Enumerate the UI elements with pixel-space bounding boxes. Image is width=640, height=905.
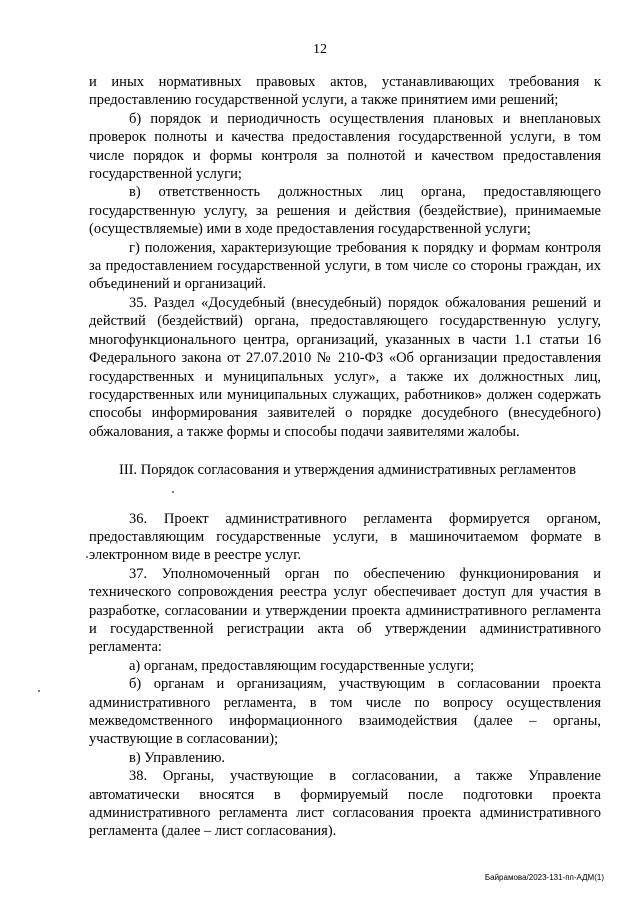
list-item: а) органам, предоставляющим государственные услуги; bbox=[129, 657, 475, 674]
paragraph: 37. Уполномоченный орган по обеспечению функционирования и технического сопровождения реестра услуг обеспечивает доступ для участия в разработке, согласовании и утверждении проекта административного регламента и государственной регистрации акта об утверждении административного регламента: bbox=[89, 565, 601, 656]
document-reference: Байрамова/2023-131-пп-АДМ(1) bbox=[484, 873, 604, 882]
paragraph: 35. Раздел «Досудебный (внесудебный) порядок обжалования решений и действий (бездействий) органа, предоставляющего государственную услугу, многофункционального центра, организаций, указанных в части 1.1 статьи 16 Федерального закона от 27.07.2010 № 210-ФЗ «Об организации предоставления государственных и муниципальных услуг», а также их должностных лиц, государственных или муниципальных служащих, работников» должен содержать способы информирования заявителей о порядке досудебного (внесудебного) обжалования, а также формы и способы подачи заявителями жалобы. bbox=[89, 294, 601, 440]
paragraph: 38. Органы, участвующие в согласовании, а также Управление автоматически вносятся в формируемый после подготовки проекта административного регламента лист согласования проекта административного регламента (далее – лист согласования). bbox=[89, 768, 601, 840]
paragraph: и иных нормативных правовых актов, устанавливающих требования к предоставлению государственной услуги, а также принятием ими решений; bbox=[89, 74, 601, 109]
section-heading: III. Порядок согласования и утверждения административных регламентов bbox=[119, 462, 576, 479]
paragraph: 36. Проект административного регламента формируется органом, предоставляющим государственные услуги, в машиночитаемом формате в электронном виде в реестре услуг. bbox=[89, 510, 601, 564]
list-item: б) органам и организациям, участвующим в согласовании проекта административного регламента, в том числе по вопросу осуществления межведомственного информационного взаимодействия (далее – органы, участвующие в согласовании); bbox=[89, 676, 601, 748]
paragraph: г) положения, характеризующие требования к порядку и формам контроля за предоставлением государственной услуги, в том числе со стороны граждан, их объединений и организаций. bbox=[89, 239, 601, 293]
scan-speck bbox=[86, 556, 88, 558]
page-number: 12 bbox=[313, 42, 327, 57]
scan-speck bbox=[38, 690, 40, 692]
paragraph: б) порядок и периодичность осуществления плановых и внеплановых проверок полноты и качества предоставления государственной услуги, в том числе порядок и формы контроля за полнотой и качеством предоставления государственной услуги; bbox=[89, 110, 601, 183]
scan-speck bbox=[172, 491, 174, 493]
paragraph: в) ответственность должностных лиц органа, предоставляющего государственную услугу, за решения и действия (бездействие), принимаемые (осуществляемые) ими в ходе предоставления государственной услуги; bbox=[89, 184, 601, 238]
list-item: в) Управлению. bbox=[129, 749, 226, 766]
document-body bbox=[89, 73, 601, 841]
